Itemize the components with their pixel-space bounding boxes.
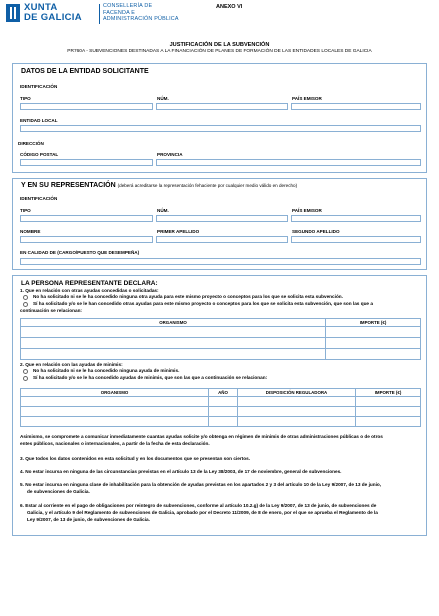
other-aids-table — [20, 318, 421, 360]
rep-nombre-field[interactable] — [20, 236, 153, 243]
declaration-item-2: 2. Que en relación con las ayudas de minimis: — [20, 362, 123, 367]
rep-calidad-label: EN CALIDAD DE (CARGO/PUESTO QUE DESEMPEÑA) — [20, 250, 140, 255]
declaration-item-1: 1. Que en relación con otras ayudas concedidas o solicitadas: — [20, 288, 159, 293]
annex-label: ANEXO VI — [216, 4, 243, 10]
item1-option1-radio[interactable] — [23, 295, 28, 300]
rep-apellido2-label: SEGUNDO APELLIDO — [292, 229, 340, 234]
entity-postcode-field[interactable] — [20, 159, 153, 166]
rep-apellido2-field[interactable] — [291, 236, 421, 243]
item1-option2-radio[interactable] — [23, 302, 28, 307]
table-cell[interactable] — [21, 407, 209, 417]
item2-option1-text: No ha solicitado ni se le ha concedido ninguna ayuda de minimis. — [33, 368, 180, 373]
table-header-organismo: ORGANISMO — [21, 319, 326, 327]
table-cell[interactable] — [21, 397, 209, 407]
entity-local-label: ENTIDAD LOCAL — [20, 118, 58, 123]
table-header-organismo: ORGANISMO — [21, 389, 209, 397]
table-row — [21, 338, 421, 349]
table-cell[interactable] — [238, 407, 356, 417]
rep-apellido1-label: PRIMER APELLIDO — [157, 229, 200, 234]
table-cell[interactable] — [326, 338, 421, 349]
table-cell[interactable] — [21, 338, 326, 349]
item1-option1-text: No ha solicitado ni se le ha concedido ninguna otra ayuda para este mismo proyecto o conceptos para los que se solicita esta subvención. — [33, 294, 343, 299]
entity-section-title: DATOS DE LA ENTIDAD SOLICITANTE — [21, 68, 149, 75]
entity-postcode-label: CÓDIGO POSTAL — [20, 152, 59, 157]
representative-section — [12, 178, 427, 270]
entity-section — [12, 63, 427, 173]
entity-province-label: PROVINCIA — [157, 152, 183, 157]
rep-num-field[interactable] — [156, 215, 288, 222]
brand-line-1: XUNTA — [24, 2, 58, 13]
entity-pais-label: PAÍS EMISOR — [292, 96, 322, 101]
xunta-logo-icon — [6, 4, 20, 22]
table-cell[interactable] — [326, 327, 421, 338]
rep-pais-label: PAÍS EMISOR — [292, 208, 322, 213]
document-title: JUSTIFICACIÓN DE LA SUBVENCIÓN — [169, 42, 270, 48]
table-cell[interactable] — [326, 349, 421, 360]
table-cell[interactable] — [238, 417, 356, 427]
entity-address-label: DIRECCIÓN — [18, 141, 44, 146]
table-header-importe: IMPORTE (€) — [356, 389, 421, 397]
item1-option2-text-cont: continuación se relacionan: — [20, 308, 82, 313]
rep-nombre-label: NOMBRE — [20, 229, 41, 234]
entity-tipo-label: TIPO — [20, 96, 31, 101]
table-cell[interactable] — [209, 407, 238, 417]
rep-tipo-label: TIPO — [20, 208, 31, 213]
table-header-row — [21, 389, 421, 397]
table-cell[interactable] — [356, 407, 421, 417]
declaration-item-3: 3. Que todos los datos contenidos en esta solicitud y en los documentos que se presentan son ciertos. — [20, 456, 250, 461]
brand-line-2: DE GALICIA — [24, 12, 82, 23]
table-cell[interactable] — [21, 327, 326, 338]
entity-num-field[interactable] — [156, 103, 288, 110]
item2-option2-text: Sí ha solicitado y/o se le ha concedido ayudas de minimis, que son las que a continuación se relacionan: — [33, 375, 268, 380]
commitment-text-cont: entes públicos, nacionales o internacionales, a partir de la fecha de esta declaración. — [20, 441, 210, 446]
table-header-row — [21, 319, 421, 327]
dept-line-2: FACENDA E — [103, 9, 136, 16]
declaration-item-5-cont: de subvenciones de Galicia. — [27, 489, 90, 494]
rep-pais-field[interactable] — [291, 215, 421, 222]
table-cell[interactable] — [21, 417, 209, 427]
commitment-text: Asimismo, se compromete a comunicar inmediatamente cuantas ayudas solicite y/o obtenga en régimen de minimis de otras administraciones públicas o de otros — [20, 434, 383, 439]
table-row — [21, 407, 421, 417]
dept-line-1: CONSELLERÍA DE — [103, 3, 153, 9]
table-cell[interactable] — [356, 417, 421, 427]
declaration-item-5: 5. No estar incursa en ninguna clase de inhabilitación para la obtención de ayudas previstas en los apartados 2 y 3 del artículo 10 de la Ley 9/2007, de 13 de junio, — [20, 482, 382, 487]
brand-name — [24, 3, 82, 23]
table-header-disposicion: DISPOSICIÓN REGULADORA — [238, 389, 356, 397]
declaration-item-6-cont1: Galicia, y el artículo 9 del Reglamento de subvenciones de Galicia, aprobado por el Decreto 11/2009, de 8 de enero, por el que se aprueba el Reglamento de la — [27, 510, 378, 515]
entity-local-field[interactable] — [20, 125, 421, 132]
rep-calidad-field[interactable] — [20, 258, 421, 265]
dept-line-3: ADMINISTRACIÓN PÚBLICA — [103, 16, 179, 23]
table-cell[interactable] — [356, 397, 421, 407]
rep-identification-label: IDENTIFICACIÓN — [20, 196, 58, 201]
item2-option1-radio[interactable] — [23, 369, 28, 374]
declaration-item-4: 4. No estar incursa en ninguna de las circunstancias previstas en el artículo 13 de la Ley 38/2003, de 17 de noviembre, general de subvenciones. — [20, 469, 342, 474]
minimis-aids-table — [20, 388, 421, 427]
table-row — [21, 397, 421, 407]
representative-note: (deberá acreditarse la representación fehaciente por cualquier medio válido en derecho) — [117, 183, 298, 188]
representative-section-title — [21, 182, 297, 189]
table-cell[interactable] — [238, 397, 356, 407]
entity-identification-label: IDENTIFICACIÓN — [20, 84, 58, 89]
entity-tipo-field[interactable] — [20, 103, 153, 110]
document-subtitle: PR760A - SUBVENCIONES DESTINADAS A LA FINANCIACIÓN DE PLANES DE FORMACIÓN DE LAS ENTIDADES LOCALES DE GALICIA — [67, 49, 372, 54]
entity-num-label: NÚM. — [157, 96, 169, 101]
table-row — [21, 349, 421, 360]
item2-option2-radio[interactable] — [23, 376, 28, 381]
table-cell[interactable] — [209, 397, 238, 407]
table-row — [21, 327, 421, 338]
item1-option2-text: Sí ha solicitado y/o se le han concedido otras ayudas para este mismo proyecto o conceptos para los que se solicita esta subvención, que son las que a — [33, 301, 373, 306]
representative-title-text: Y EN SU REPRESENTACIÓN — [21, 182, 116, 189]
table-cell[interactable] — [21, 349, 326, 360]
rep-tipo-field[interactable] — [20, 215, 153, 222]
rep-apellido1-field[interactable] — [156, 236, 288, 243]
header-divider — [99, 4, 100, 24]
entity-pais-field[interactable] — [291, 103, 421, 110]
declaration-item-6-cont2: Ley 9/2007, de 13 de junio, de subvenciones de Galicia. — [27, 517, 150, 522]
table-cell[interactable] — [209, 417, 238, 427]
declaration-title: LA PERSONA REPRESENTANTE DECLARA: — [21, 280, 158, 287]
table-header-importe: IMPORTE (€) — [326, 319, 421, 327]
rep-num-label: NÚM. — [157, 208, 169, 213]
department-name — [103, 3, 179, 23]
table-row — [21, 417, 421, 427]
declaration-item-6: 6. Estar al corriente en el pago de obligaciones por reintegro de subvenciones, conforme al artículo 10.2.g) de la Ley 9/2007, de 13 de junio, de subvenciones de — [20, 503, 377, 508]
table-header-ano: AÑO — [209, 389, 238, 397]
entity-province-field[interactable] — [156, 159, 421, 166]
